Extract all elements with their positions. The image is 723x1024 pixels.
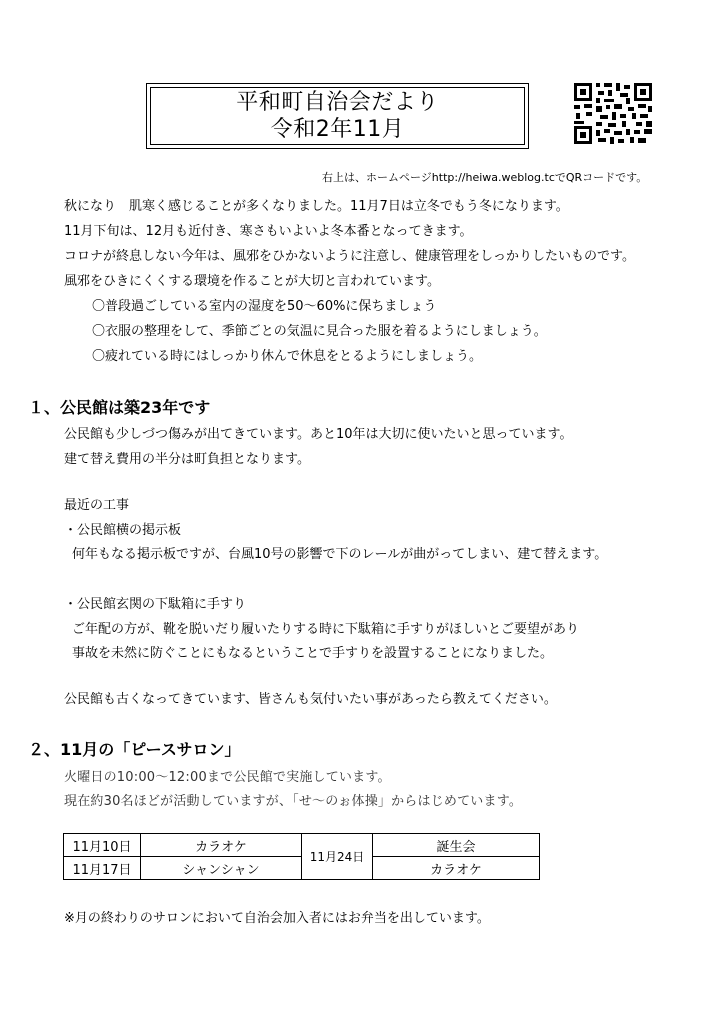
schedule-event-cell: カラオケ	[373, 857, 540, 880]
work-bulletin-board-title: ・公民館横の掲示板	[64, 523, 182, 538]
section1-heading: １、公民館は築23年です	[28, 398, 211, 417]
intro-line-4: 風邪をひきにくくする環境を作ることが大切と言われています。	[64, 274, 440, 289]
tip-clothing: 〇衣服の整理をして、季節ごとの気温に見合った服を着るようにしましょう。	[92, 324, 547, 339]
section1-closing: 公民館も古くなってきています、皆さんも気付いたい事があったら教えてください。	[64, 692, 557, 707]
schedule-event-cell: シャンシャン	[141, 857, 302, 880]
qr-code-icon	[573, 82, 653, 145]
newsletter-title: 平和町自治会だより	[236, 90, 439, 115]
qr-note: 右上は、ホームページhttp://heiwa.weblog.tcでQRコードです。	[322, 171, 648, 184]
work-handrail-title: ・公民館玄関の下駄箱に手すり	[64, 597, 247, 612]
schedule-event-cell: カラオケ	[141, 834, 302, 857]
tip-rest: 〇疲れている時にはしっかり休んで休息をとるようにしましょう。	[92, 349, 483, 364]
newsletter-date: 令和2年11月	[270, 117, 405, 142]
work-bulletin-board-desc: 何年もなる掲示板ですが、台風10号の影響で下のレールが曲がってしまい、建て替えます。	[72, 547, 608, 562]
recent-works-title: 最近の工事	[64, 498, 130, 513]
intro-line-3: コロナが終息しない今年は、風邪をひかないように注意し、健康管理をしっかりしたいものです。	[64, 249, 635, 264]
section1-line-1: 公民館も少しづつ傷みが出てきています。あと10年は大切に使いたいと思っています。	[64, 427, 573, 442]
bento-footnote: ※月の終わりのサロンにおいて自治会加入者にはお弁当を出しています。	[64, 911, 490, 926]
salon-schedule-line: 火曜日の10:00～12:00まで公民館で実施しています。	[64, 770, 391, 785]
title-box	[146, 83, 529, 149]
work-handrail-desc-2: 事故を未然に防ぐことにもなるということで手すりを設置することになりました。	[72, 646, 554, 661]
schedule-merged-date-cell: 11月24日	[302, 834, 373, 880]
section1-line-2: 建て替え費用の半分は町負担となります。	[64, 452, 310, 467]
salon-activity-line: 現在約30名ほどが活動していますが、「せ～のぉ体操」からはじめています。	[64, 794, 523, 809]
salon-schedule-table	[63, 833, 540, 880]
schedule-date-cell: 11月10日	[64, 834, 141, 857]
intro-line-2: 11月下旬は、12月も近付き、寒さもいよいよ冬本番となってきます。	[64, 224, 473, 239]
tip-humidity: 〇普段過ごしている室内の湿度を50～60%に保ちましょう	[92, 299, 437, 314]
work-handrail-desc-1: ご年配の方が、靴を脱いだり履いたりする時に下駄箱に手すりがほしいとご要望があり	[72, 622, 580, 637]
table-row	[64, 834, 540, 857]
schedule-event-cell: 誕生会	[373, 834, 540, 857]
intro-line-1: 秋になり 肌寒く感じることが多くなりました。11月7日は立冬でもう冬になります。	[64, 199, 569, 214]
schedule-date-cell: 11月17日	[64, 857, 141, 880]
section2-heading: ２、11月の「ピースサロン」	[28, 740, 241, 759]
